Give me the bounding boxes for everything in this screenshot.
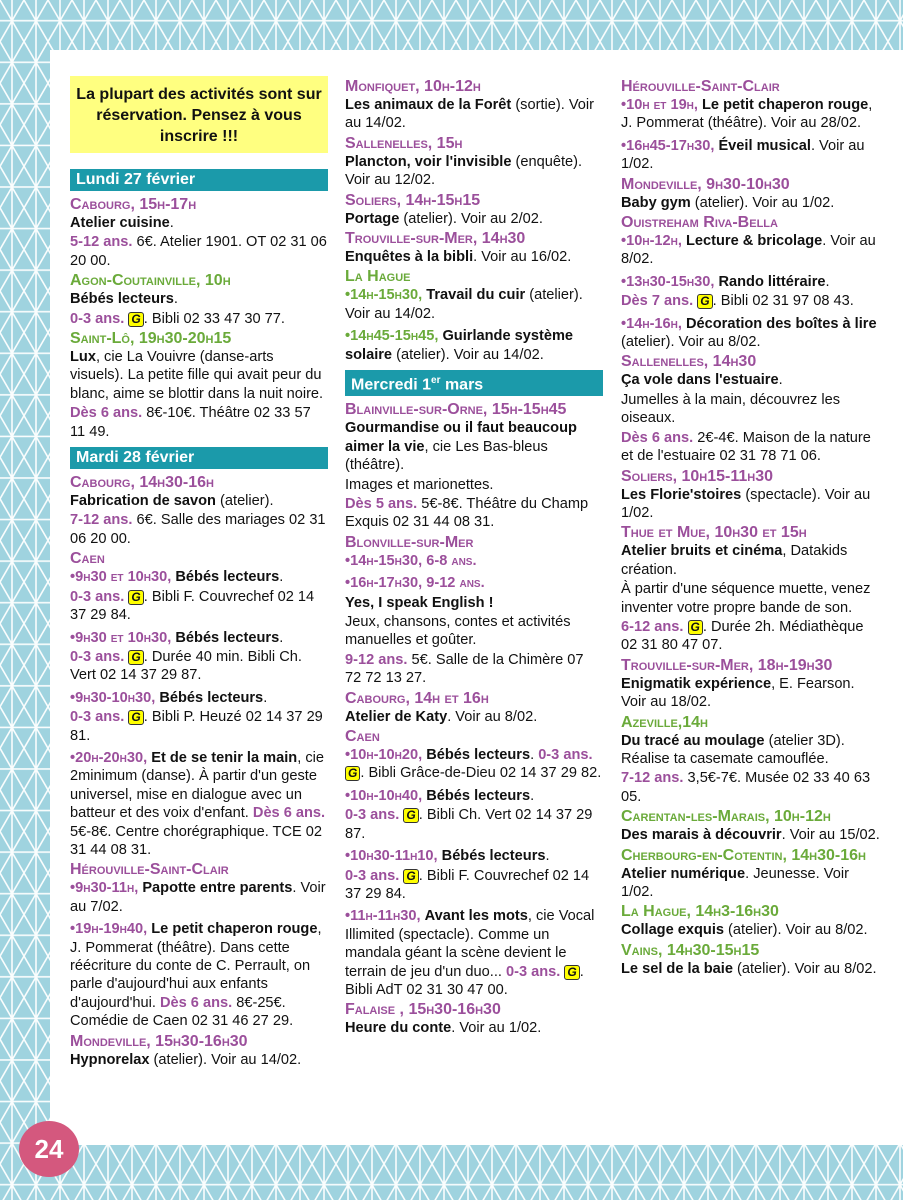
event-title: Trouville-sur-Mer, 14h30 [345,230,526,248]
day-header-wednesday: Mercredi 1er mars [345,370,603,396]
event-line: •11h-11h30, Avant les mots, cie Vocal Illimited (spectacle). Comme un mandala géant la scène devient le terrain de jeu d'un duo... 0-3 ans. G . Bibli AdT 02 31 30 47 00. [345,908,595,998]
event-title: Mondeville, 9h30-10h30 [621,175,790,193]
event-title: Cabourg, 14h et 16h [345,689,489,707]
event-line: •16h45-17h30, Éveil musical. Voir au 1/02. [621,137,865,173]
event-title: Mondeville, 15h30-16h30 [70,1032,248,1050]
event-title: Soliers, 14h-15h15 [345,191,481,209]
column-1 [70,76,328,1070]
event-line: Atelier numérique. Jeunesse. Voir 1/02. [621,865,849,900]
event-info: 0-3 ans. G . Bibli F. Couvrechef 02 14 37 29 84. [345,867,590,902]
event-line: •10h-10h20, Bébés lecteurs. 0-3 ans. G . Bibli Grâce-de-Dieu 02 14 37 29 82. [345,747,602,782]
event-line: •16h-17h30, 9-12 ans. [345,575,485,592]
event-line: •10h-10h40, Bébés lecteurs. [345,787,535,804]
event-info: 5-12 ans. 6€. Atelier 1901. OT 02 31 06 20 00. [70,234,327,269]
free-badge-icon: G [128,650,143,665]
free-badge-icon: G [564,965,579,980]
event-title: Hérouville-Saint-Clair [621,78,780,95]
event-line: Des marais à découvrir. Voir au 15/02. [621,827,880,844]
event-line: •10h et 19h, Le petit chaperon rouge, J. Pommerat (théâtre). Voir au 28/02. [621,97,873,132]
event-line: Atelier cuisine. [70,215,174,231]
day-header-monday: Lundi 27 février [70,169,328,191]
event-title: La Hague, 14h3-16h30 [621,903,779,921]
event-title: Vains, 14h30-15h15 [621,941,760,959]
free-badge-icon: G [128,312,143,327]
event-title: Saint-Lô, 19h30-20h15 [70,330,232,348]
event-line: Heure du conte. Voir au 1/02. [345,1020,542,1037]
free-badge-icon: G [128,590,143,605]
event-title: Ouistreham Riva-Bella [621,214,778,232]
event-info: 0-3 ans. G . Durée 40 min. Bibli Ch. Vert 02 14 37 29 87. [70,648,302,684]
event-line: •14h-16h, Décoration des boîtes à lire (atelier). Voir au 8/02. [621,315,877,351]
event-line: Lux, cie La Vouivre (danse-arts visuels). La petite fille qui avait peur du blanc, aime se blottir dans la nuit noire. [70,349,324,402]
free-badge-icon: G [697,294,712,309]
event-line: Atelier bruits et cinéma, Datakids création. [621,543,848,578]
event-line: Enigmatik expérience, E. Fearson. Voir au 18/02. [621,675,855,711]
event-line: Collage exquis (atelier). Voir au 8/02. [621,922,868,939]
event-title: Thue et Mue, 10h30 et 15h [621,524,807,542]
event-title: Soliers, 10h15-11h30 [621,467,774,485]
event-line: Du tracé au moulage (atelier 3D). Réalise ta casemate camouflée. [621,732,845,767]
event-line: •9h30-10h30, Bébés lecteurs. [70,689,268,706]
event-title: Falaise , 15h30-16h30 [345,1001,501,1019]
event-info: 0-3 ans. G . Bibli Ch. Vert 02 14 37 29 87. [345,807,593,842]
event-line: •10h-12h, Lecture & bricolage. Voir au 8/02. [621,233,876,268]
event-line: Images et marionettes. [345,476,494,493]
event-line: Baby gym (atelier). Voir au 1/02. [621,194,835,211]
event-title: Blainville-sur-Orne, 15h-15h45 [345,401,567,419]
event-info: Dès 7 ans. G . Bibli 02 31 97 08 43. [621,293,854,310]
column-3 [621,76,883,979]
event-line: Hypnorelax (atelier). Voir au 14/02. [70,1051,302,1068]
event-line: Gourmandise ou il faut beaucoup aimer la vie, cie Les Bas-bleus (théâtre). [345,420,577,474]
event-info: 7-12 ans. 6€. Salle des mariages 02 31 06 20 00. [70,512,326,547]
event-info: 0-3 ans. G . Bibli F. Couvrechef 02 14 37 29 84. [70,588,315,624]
event-info: Dès 5 ans. 5€-8€. Théâtre du Champ Exquis 02 31 44 08 31. [345,496,589,531]
free-badge-icon: G [403,869,418,884]
event-line: Bébés lecteurs. [70,291,178,308]
page-number-badge: 24 [19,1121,79,1177]
event-title: La Hague [345,268,411,286]
event-line: Jumelles à la main, découvrez les oiseaux. [621,391,841,427]
event-title: Caen [70,550,105,568]
event-line: Atelier de Katy. Voir au 8/02. [345,708,538,725]
event-line: Les Florie'stoires (spectacle). Voir au 1/02. [621,486,871,521]
event-title: Trouville-sur-Mer, 18h-19h30 [621,656,833,674]
event-line: •13h30-15h30, Rando littéraire. [621,273,830,290]
event-line: •14h-15h30, Travail du cuir (atelier). Voir au 14/02. [345,287,583,322]
event-title: Monfiquet, 10h-12h [345,78,481,95]
event-title: Cherbourg-en-Cotentin, 14h30-16h [621,846,866,864]
event-line: Enquêtes à la bibli. Voir au 16/02. [345,249,572,266]
event-info: Dès 6 ans. 8€-10€. Théâtre 02 33 57 11 49. [70,405,311,440]
event-info: 0-3 ans. G . Bibli 02 33 47 30 77. [70,310,285,327]
event-info: 9-12 ans. 5€. Salle de la Chimère 07 72 72 13 27. [345,651,584,687]
event-line: Jeux, chansons, contes et activités manuelles et goûter. [345,614,571,649]
event-title: Sallenelles, 15h [345,134,463,152]
event-line: À partir d'une séquence muette, venez inventer votre propre bande de son. [621,581,871,616]
event-info: 7-12 ans. 3,5€-7€. Musée 02 33 40 63 05. [621,770,871,805]
event-info: 6-12 ans. G . Durée 2h. Médiathèque 02 31 80 47 07. [621,618,864,654]
day-header-tuesday: Mardi 28 février [70,447,328,469]
event-line: Yes, I speak English ! [345,594,494,611]
event-title: Hérouville-Saint-Clair [70,861,229,879]
event-title: Agon-Coutainville, 10h [70,272,231,290]
event-line: •9h30 et 10h30, Bébés lecteurs. [70,629,284,646]
event-line: •20h-20h30, Et de se tenir la main, cie 2minimum (danse). À partir d'un geste universel, mise en dialogue avec un batteur et des voix d'enfant. Dès 6 ans. 5€-8€. Centre chorégraphique. TCE 02 31 44 08 31. [70,749,326,858]
event-line: Plancton, voir l'invisible (enquête). Voir au 12/02. [345,153,583,189]
free-badge-icon: G [345,766,360,781]
free-badge-icon: G [688,620,703,635]
event-line: Fabrication de savon (atelier). [70,493,274,510]
reservation-notice: La plupart des activités sont sur réservation. Pensez à vous inscrire !!! [70,76,328,153]
free-badge-icon: G [403,808,418,823]
column-2 [345,76,603,1039]
event-line: •14h-15h30, 6-8 ans. [345,552,477,569]
event-title: Cabourg, 14h30-16h [70,474,214,492]
event-title: Sallenelles, 14h30 [621,353,757,371]
event-line: Le sel de la baie (atelier). Voir au 8/02. [621,960,877,977]
free-badge-icon: G [128,710,143,725]
event-line: •9h30 et 10h30, Bébés lecteurs. [70,569,284,586]
event-line: •19h-19h40, Le petit chaperon rouge, J. Pommerat (théâtre). Dans cette réécriture du conte de C. Perrault, on parle d'aujourd'hui aux enfants d'aujourd'hui. Dès 6 ans. 8€-25€. Comédie de Caen 02 31 46 27 29. [70,921,322,1030]
event-line: •9h30-11h, Papotte entre parents. Voir au 7/02. [70,880,326,915]
event-title: Cabourg, 15h-17h [70,196,197,213]
event-line: Les animaux de la Forêt (sortie). Voir au 14/02. [345,97,594,132]
event-line: Ça vole dans l'estuaire. [621,372,783,389]
event-title: Carentan-les-Marais, 10h-12h [621,808,831,826]
event-info: Dès 6 ans. 2€-4€. Maison de la nature et de l'estuaire 02 31 78 71 06. [621,429,871,465]
event-title: Blonville-sur-Mer [345,533,474,551]
event-line: Portage (atelier). Voir au 2/02. [345,210,543,227]
event-line: •10h30-11h10, Bébés lecteurs. [345,848,550,865]
event-title: Caen [345,728,380,746]
event-line: •14h45-15h45, Guirlande système solaire (atelier). Voir au 14/02. [345,328,574,363]
event-info: 0-3 ans. G . Bibli P. Heuzé 02 14 37 29 81. [70,709,323,744]
event-title: Azeville,14h [621,713,708,731]
